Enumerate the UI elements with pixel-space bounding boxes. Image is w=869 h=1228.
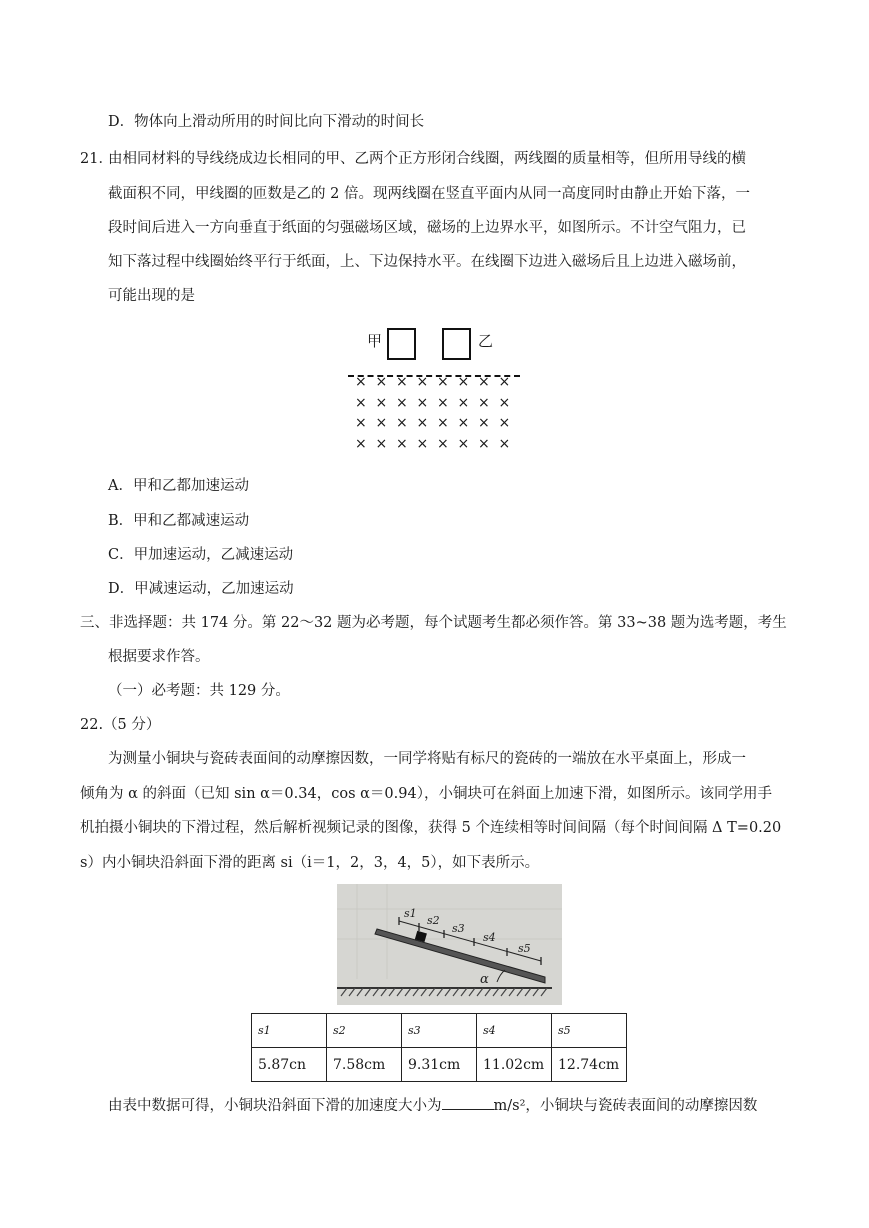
- field-cross-mark: ×: [498, 394, 511, 411]
- q21-stem-line: 可能出现的是: [108, 288, 195, 304]
- table-header-cell: s2: [327, 1014, 402, 1048]
- field-cross-mark: ×: [396, 415, 408, 431]
- table-value-cell: 11.02cm: [477, 1048, 552, 1082]
- q21-option-c: C．甲加速运动，乙减速运动: [108, 547, 294, 563]
- q22-stem-line: s）内小铜块沿斜面下滑的距离 si（i＝1，2，3，4，5），如下表所示。: [80, 855, 540, 871]
- table-header-cell: s1: [252, 1014, 327, 1048]
- field-cross-mark: ×: [416, 394, 429, 411]
- section3-heading-cont: 根据要求作答。: [108, 649, 210, 665]
- field-cross-mark: ×: [375, 374, 388, 390]
- q22-question-line: [108, 1094, 757, 1115]
- q21-stem-line: 段时间后进入一方向垂直于纸面的匀强磁场区域，磁场的上边界水平，如图所示。不计空气阻力，已: [108, 220, 746, 236]
- photo-label-s1: s1: [404, 907, 417, 920]
- q22-stem-line: 倾角为 α 的斜面（已知 sin α＝0.34，cos α＝0.94），小铜块可在斜面上加速下滑，如图所示。该同学用手: [80, 786, 772, 802]
- q21-stem-line: 由相同材料的导线绕成边长相同的甲、乙两个正方形闭合线圈，两线圈的质量相等，但所用导线的横: [108, 151, 746, 167]
- field-cross-mark: ×: [355, 415, 367, 431]
- field-cross-mark: ×: [355, 394, 367, 411]
- field-cross-mark: ×: [478, 415, 490, 431]
- q21-stem-line: 截面积不同，甲线圈的匝数是乙的 2 倍。现两线圈在竖直平面内从同一高度同时由静止开始下落，一: [108, 186, 750, 202]
- field-cross-mark: ×: [396, 394, 408, 411]
- field-cross-mark: ×: [396, 374, 408, 390]
- field-cross-mark: ×: [498, 435, 511, 452]
- coil-yi-label: 乙: [478, 332, 494, 350]
- photo-label-s4: s4: [483, 931, 496, 944]
- field-cross-mark: ×: [498, 374, 511, 390]
- field-cross-mark: ×: [355, 374, 367, 390]
- q21-option-a: A．甲和乙都加速运动: [108, 478, 249, 494]
- table-header-row: [252, 1014, 627, 1048]
- field-cross-mark: ×: [498, 415, 511, 431]
- field-cross-mark: ×: [416, 374, 429, 390]
- coil-jia: [387, 328, 416, 360]
- q22-question-text: 由表中数据可得，小铜块沿斜面下滑的加速度大小为: [108, 1098, 442, 1114]
- field-cross-mark: ×: [396, 435, 408, 452]
- field-cross-mark: ×: [355, 435, 367, 452]
- photo-label-s5: s5: [518, 942, 531, 955]
- q21-stem-line: 知下落过程中线圈始终平行于纸面，上、下边保持水平。在线圈下边进入磁场后且上边进入磁场前，: [108, 254, 746, 270]
- q21-option-b: B．甲和乙都减速运动: [108, 513, 250, 529]
- field-cross-mark: ×: [437, 394, 449, 411]
- field-cross-mark: ×: [478, 374, 490, 390]
- answer-blank[interactable]: [442, 1095, 494, 1110]
- field-cross-mark: ×: [375, 394, 388, 411]
- q22-question-text-cont: ，小铜块与瓷砖表面间的动摩擦因数: [525, 1098, 758, 1114]
- q22-stem-line: 为测量小铜块与瓷砖表面间的动摩擦因数，一同学将贴有标尺的瓷砖的一端放在水平桌面上，形成一: [108, 751, 746, 767]
- field-cross-mark: ×: [375, 415, 388, 431]
- field-boundary: [348, 375, 520, 377]
- table-header-cell: s5: [552, 1014, 627, 1048]
- field-cross-mark: ×: [416, 435, 429, 452]
- field-cross-mark: ×: [437, 374, 449, 390]
- field-cross-mark: ×: [478, 394, 490, 411]
- table-value-cell: 12.74cm: [552, 1048, 627, 1082]
- q22-stem-line: 机拍摄小铜块的下滑过程，然后解析视频记录的图像，获得 5 个连续相等时间间隔（每个时间间隔 Δ T=0.20: [80, 820, 782, 836]
- field-cross-mark: ×: [416, 415, 429, 431]
- section3-sub: （一）必考题：共 129 分。: [108, 683, 290, 699]
- field-cross-mark: ×: [457, 394, 470, 411]
- q21-coil-figure: [340, 320, 530, 460]
- photo-label-s3: s3: [452, 922, 465, 935]
- q22-data-table: [251, 1013, 627, 1082]
- table-header-cell: s3: [402, 1014, 477, 1048]
- table-value-cell: 7.58cm: [327, 1048, 402, 1082]
- photo-label-s2: s2: [427, 914, 440, 927]
- q20-option-d: D．物体向上滑动所用的时间比向下滑动的时间长: [108, 114, 425, 130]
- field-cross-mark: ×: [437, 435, 449, 452]
- field-cross-mark: ×: [478, 435, 490, 452]
- table-value-cell: 9.31cm: [402, 1048, 477, 1082]
- q21-number: 21．: [80, 151, 113, 167]
- coil-yi: [442, 328, 471, 360]
- q22-header: 22.（5 分）: [80, 717, 161, 733]
- incline-photo: [337, 884, 562, 1005]
- coil-jia-label: 甲: [367, 332, 383, 350]
- field-cross-mark: ×: [457, 415, 470, 431]
- field-cross-mark: ×: [457, 374, 470, 390]
- photo-label-alpha: α: [480, 972, 489, 987]
- q21-option-d: D．甲减速运动，乙加速运动: [108, 581, 294, 597]
- table-value-cell: 5.87cn: [252, 1048, 327, 1082]
- field-cross-mark: ×: [457, 435, 470, 452]
- q22-unit: m/s²: [493, 1098, 526, 1114]
- section3-heading: 三、非选择题：共 174 分。第 22～32 题为必考题，每个试题考生都必须作答。第 33~38 题为选考题，考生: [80, 615, 787, 631]
- table-value-row: [252, 1048, 627, 1082]
- incline-diagram: [337, 884, 562, 1005]
- field-cross-mark: ×: [375, 435, 388, 452]
- table-header-cell: s4: [477, 1014, 552, 1048]
- field-cross-mark: ×: [437, 415, 449, 431]
